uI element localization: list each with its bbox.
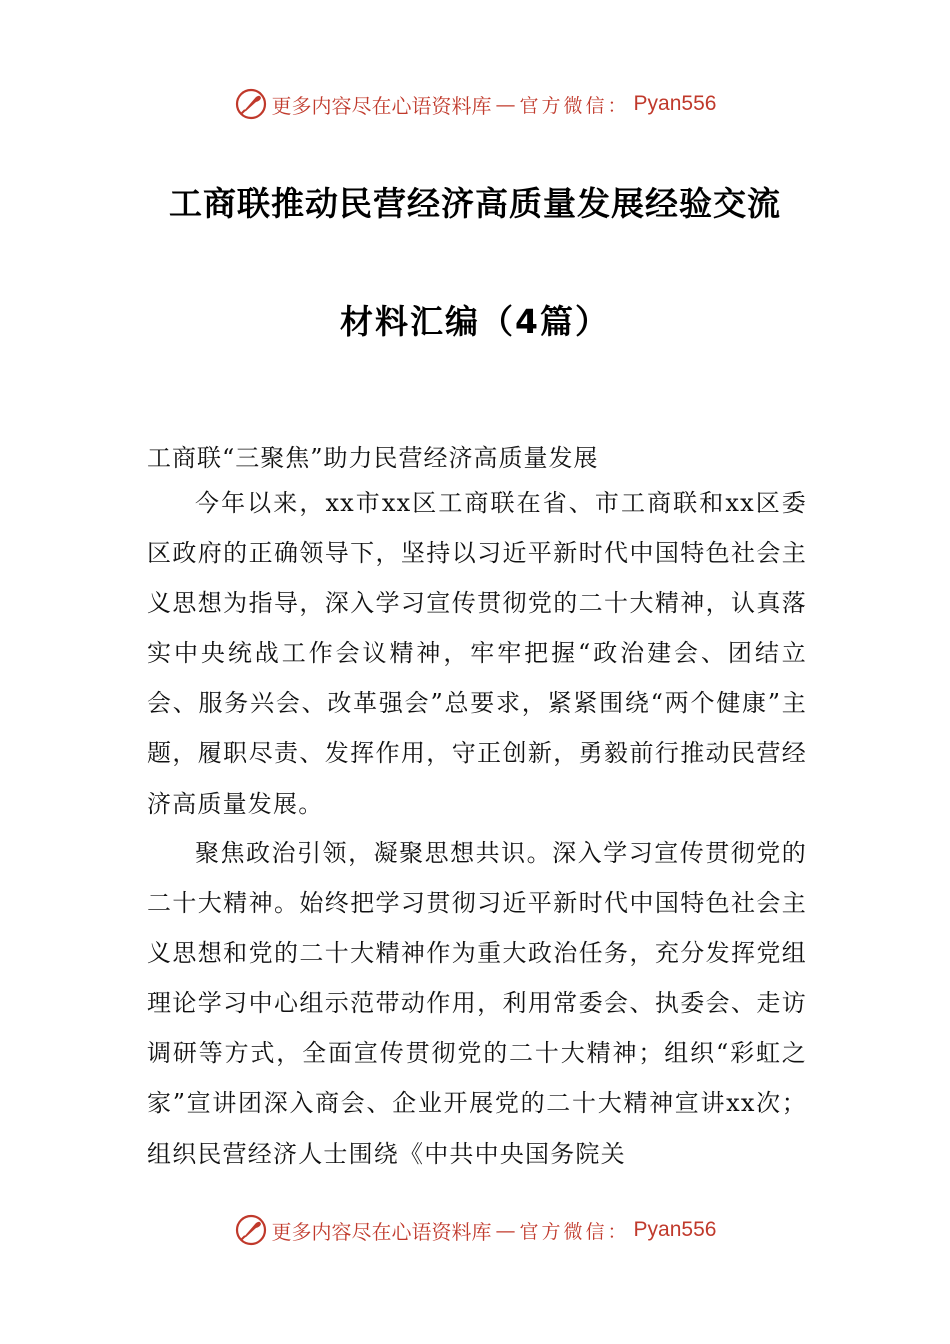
- document-title-line-2: 材料汇编（4篇）: [340, 302, 610, 341]
- watermark-dash: —: [495, 92, 516, 116]
- body-paragraph-2: 聚焦政治引领，凝聚思想共识。深入学习宣传贯彻党的二十大精神。始终把学习贯彻习近平新时代中国特色社会主义思想和党的二十大精神作为重大政治任务，充分发挥党组理论学习中心组示范带动作用，利用常委会、执委会、走访调研等方式，全面宣传贯彻党的二十大精神；组织“彩虹之家”宣讲团深入商会、企业开展党的二十大精神宣讲xx次；组织民营经济人士围绕《中共中央国务院关: [147, 839, 807, 1168]
- watermark-wechat-label: 官方微信：: [519, 94, 630, 117]
- section-heading: 工商联“三聚焦”助力民营经济高质量发展: [147, 444, 599, 472]
- quill-pen-icon: [234, 1213, 268, 1247]
- watermark-dash: —: [495, 1218, 516, 1242]
- watermark-wechat-label: 官方微信：: [519, 1220, 630, 1243]
- watermark-brand-text: 更多内容尽在心语资料库: [271, 1219, 492, 1244]
- watermark-wechat-id: Pyan556: [633, 92, 717, 115]
- document-title-line-1: 工商联推动民营经济高质量发展经验交流: [169, 184, 781, 223]
- body-paragraph-1: 今年以来，xx市xx区工商联在省、市工商联和xx区委区政府的正确领导下，坚持以习近平新时代中国特色社会主义思想为指导，深入学习宣传贯彻党的二十大精神，认真落实中央统战工作会议精神，牢牢把握“政治建会、团结立会、服务兴会、改革强会”总要求，紧紧围绕“两个健康”主题，履职尽责、发挥作用，守正创新，勇毅前行推动民营经济高质量发展。: [147, 489, 807, 818]
- header-watermark: [0, 86, 950, 122]
- watermark-brand-text: 更多内容尽在心语资料库: [271, 93, 492, 118]
- watermark-wechat-id: Pyan556: [633, 1218, 717, 1241]
- footer-watermark: [0, 1212, 950, 1248]
- quill-pen-icon: [234, 87, 268, 121]
